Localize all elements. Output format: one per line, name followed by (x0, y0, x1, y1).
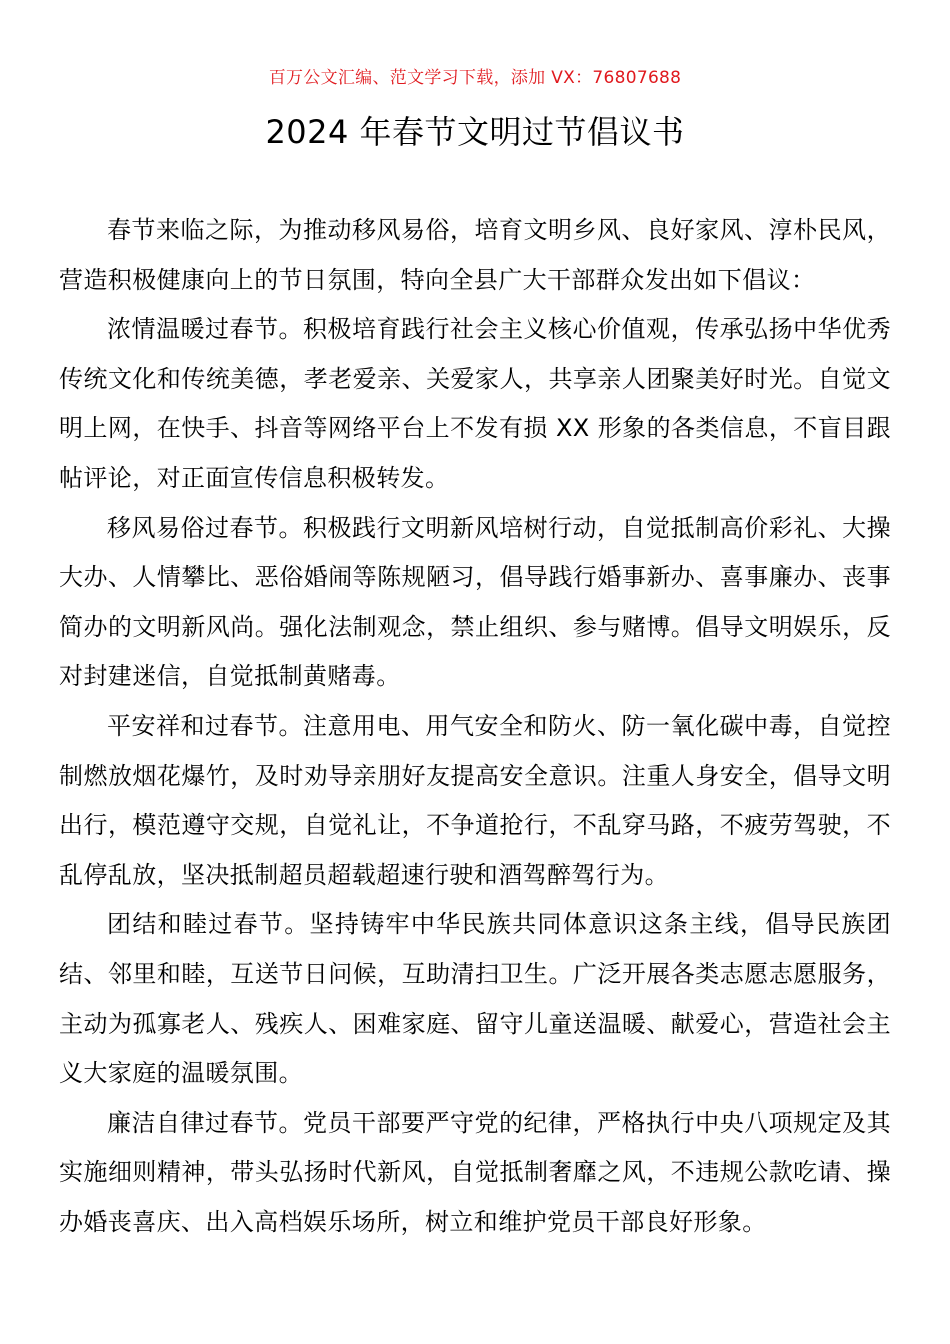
paragraph-integrity: 廉洁自律过春节。党员干部要严守党的纪律，严格执行中央八项规定及其实施细则精神，带头弘扬时代新风，自觉抵制奢靡之风，不违规公款吃请、操办婚丧喜庆、出入高档娱乐场所，树立和维护党员干部良好形象。 (59, 1108, 891, 1236)
document-body (59, 206, 891, 1247)
paragraph-warm-festival: 浓情温暖过春节。积极培育践行社会主义核心价值观，传承弘扬中华优秀传统文化和传统美德，孝老爱亲、关爱家人，共享亲人团聚美好时光。自觉文明上网，在快手、抖音等网络平台上不发有损 XX 形象的各类信息，不盲目跟帖评论，对正面宣传信息积极转发。 (59, 315, 891, 492)
paragraph-unity: 团结和睦过春节。坚持铸牢中华民族共同体意识这条主线，倡导民族团结、邻里和睦，互送节日问候，互助清扫卫生。广泛开展各类志愿志愿服务，主动为孤寡老人、残疾人、困难家庭、留守儿童送温暖、献爱心，营造社会主义大家庭的温暖氛围。 (59, 910, 891, 1088)
paragraph-intro: 春节来临之际，为推动移风易俗，培育文明乡风、良好家风、淳朴民风，营造积极健康向上的节日氛围，特向全县广大干部群众发出如下倡议： (59, 216, 891, 294)
paragraph-customs-reform: 移风易俗过春节。积极践行文明新风培树行动，自觉抵制高价彩礼、大操大办、人情攀比、恶俗婚闹等陈规陋习，倡导践行婚事新办、喜事廉办、丧事简办的文明新风尚。强化法制观念，禁止组织、参与赌博。倡导文明娱乐，反对封建迷信，自觉抵制黄赌毒。 (59, 513, 891, 691)
paragraph-safety: 平安祥和过春节。注意用电、用气安全和防火、防一氧化碳中毒，自觉控制燃放烟花爆竹，及时劝导亲朋好友提高安全意识。注重人身安全，倡导文明出行，模范遵守交规，自觉礼让，不争道抢行，不乱穿马路，不疲劳驾驶，不乱停乱放，坚决抵制超员超载超速行驶和酒驾醉驾行为。 (59, 711, 891, 889)
document-title: 2024 年春节文明过节倡议书 (265, 113, 685, 151)
header-banner: 百万公文汇编、范文学习下载，添加 VX：76807688 (268, 68, 682, 88)
